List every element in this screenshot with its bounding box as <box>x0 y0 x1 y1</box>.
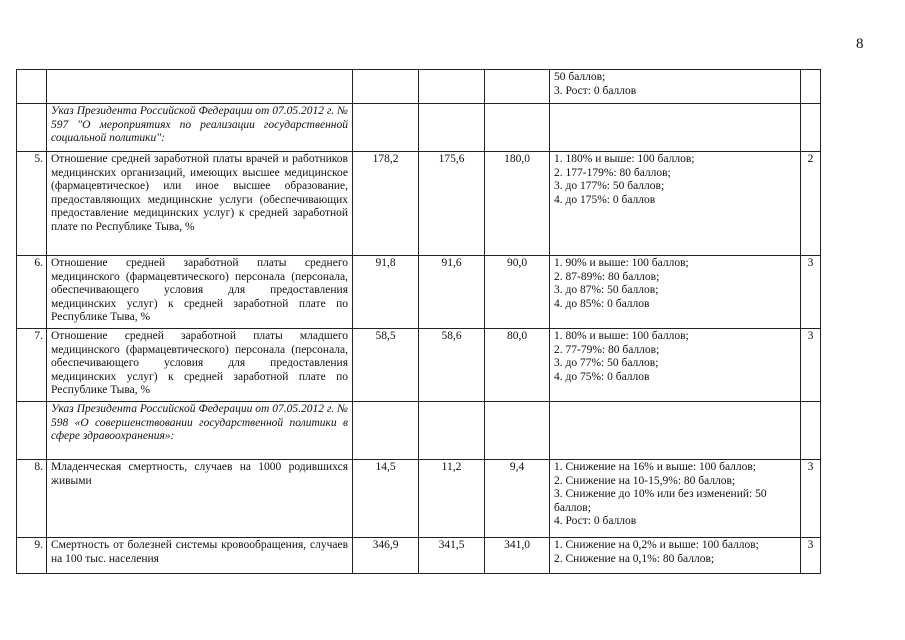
value-2: 58,6 <box>419 329 485 402</box>
value-3: 90,0 <box>485 256 550 329</box>
value-1: 58,5 <box>353 329 419 402</box>
table-row <box>17 329 821 402</box>
indicator-name: Отношение средней заработной платы младшего медицинского (фармацевтического) персонала (персонала, обеспечивающего условия для предоставления медицинских услуг) к средней заработной плате по Республике Тыва, % <box>47 329 353 402</box>
criteria-line: 50 баллов; <box>554 71 606 83</box>
criteria-line: 2. Снижение на 0,1%: 80 баллов; <box>554 552 715 565</box>
row-number: 5. <box>17 152 47 256</box>
criteria-line: 4. до 175%: 0 баллов <box>554 193 656 206</box>
criteria-cell <box>550 256 801 329</box>
indicator-name: Младенческая смертность, случаев на 1000 родившихся живыми <box>47 460 353 538</box>
indicator-name: Отношение средней заработной платы среднего медицинского (фармацевтического) персонала (персонала, обеспечивающего условия для предоставления медицинских услуг) к средней заработной плате по Республике Тыва, % <box>47 256 353 329</box>
criteria-line: 4. Рост: 0 баллов <box>554 515 637 527</box>
table-row <box>17 538 821 574</box>
criteria-cell <box>550 329 801 402</box>
criteria-line: 2. 87-89%: 80 баллов; <box>554 270 660 283</box>
value-1: 91,8 <box>353 256 419 329</box>
criteria-line: 2. 77-79%: 80 баллов; <box>554 343 660 356</box>
value-2: 341,5 <box>419 538 485 574</box>
page-number: 8 <box>856 36 864 52</box>
criteria-line: 3. до 87%: 50 баллов; <box>554 284 659 296</box>
criteria-line: 1. 90% и выше: 100 баллов; <box>554 257 689 269</box>
criteria-cell <box>550 538 801 574</box>
decree-row <box>17 402 821 460</box>
table-row <box>17 70 821 104</box>
decree-title: Указ Президента Российской Федерации от 07.05.2012 г. № 598 «О совершенствовании государственной политики в сфере здравоохранения»: <box>47 402 353 460</box>
criteria-line: 3. до 177%: 50 баллов; <box>554 180 665 192</box>
criteria-line: 2. Снижение на 10-15,9%: 80 баллов; <box>554 474 736 487</box>
decree-row <box>17 104 821 152</box>
score: 3 <box>801 256 821 329</box>
criteria-line: 1. 180% и выше: 100 баллов; <box>554 153 695 165</box>
row-number: 7. <box>17 329 47 402</box>
value-3: 80,0 <box>485 329 550 402</box>
criteria-line: 4. до 75%: 0 баллов <box>554 370 650 383</box>
decree-title: Указ Президента Российской Федерации от 07.05.2012 г. № 597 "О мероприятиях по реализации государственной социальной политики": <box>47 104 353 152</box>
value-1: 346,9 <box>353 538 419 574</box>
criteria-line: 2. 177-179%: 80 баллов; <box>554 166 671 179</box>
value-1: 14,5 <box>353 460 419 538</box>
criteria-line: 3. Рост: 0 баллов <box>554 84 637 97</box>
criteria-line: 3. Снижение до 10% или без изменений: 50 баллов; <box>554 488 767 514</box>
indicator-name: Отношение средней заработной платы врачей и работников медицинских организаций, имеющих высшее медицинское (фармацевтическое) или иное высшее образование, предоставляющих медицинские услуги (обеспечивающих предоставление медицинских услуг) к средней заработной плате по Республике Тыва, % <box>47 152 353 256</box>
criteria-line: 1. 80% и выше: 100 баллов; <box>554 330 689 342</box>
value-1: 178,2 <box>353 152 419 256</box>
table-row <box>17 152 821 256</box>
criteria-cell <box>550 70 801 104</box>
indicator-table <box>16 69 821 574</box>
table-row <box>17 256 821 329</box>
score: 2 <box>801 152 821 256</box>
value-3: 180,0 <box>485 152 550 256</box>
criteria-line: 3. до 77%: 50 баллов; <box>554 357 659 369</box>
value-3: 341,0 <box>485 538 550 574</box>
row-number: 9. <box>17 538 47 574</box>
criteria-line: 1. Снижение на 16% и выше: 100 баллов; <box>554 461 757 473</box>
criteria-line: 1. Снижение на 0,2% и выше: 100 баллов; <box>554 539 759 551</box>
criteria-cell <box>550 152 801 256</box>
value-2: 91,6 <box>419 256 485 329</box>
row-number: 6. <box>17 256 47 329</box>
criteria-line: 4. до 85%: 0 баллов <box>554 297 650 310</box>
score: 3 <box>801 460 821 538</box>
score: 3 <box>801 538 821 574</box>
row-number: 8. <box>17 460 47 538</box>
value-2: 175,6 <box>419 152 485 256</box>
score: 3 <box>801 329 821 402</box>
table-row <box>17 460 821 538</box>
value-2: 11,2 <box>419 460 485 538</box>
indicator-name: Смертность от болезней системы кровообращения, случаев на 100 тыс. населения <box>47 538 353 574</box>
criteria-cell <box>550 460 801 538</box>
value-3: 9,4 <box>485 460 550 538</box>
